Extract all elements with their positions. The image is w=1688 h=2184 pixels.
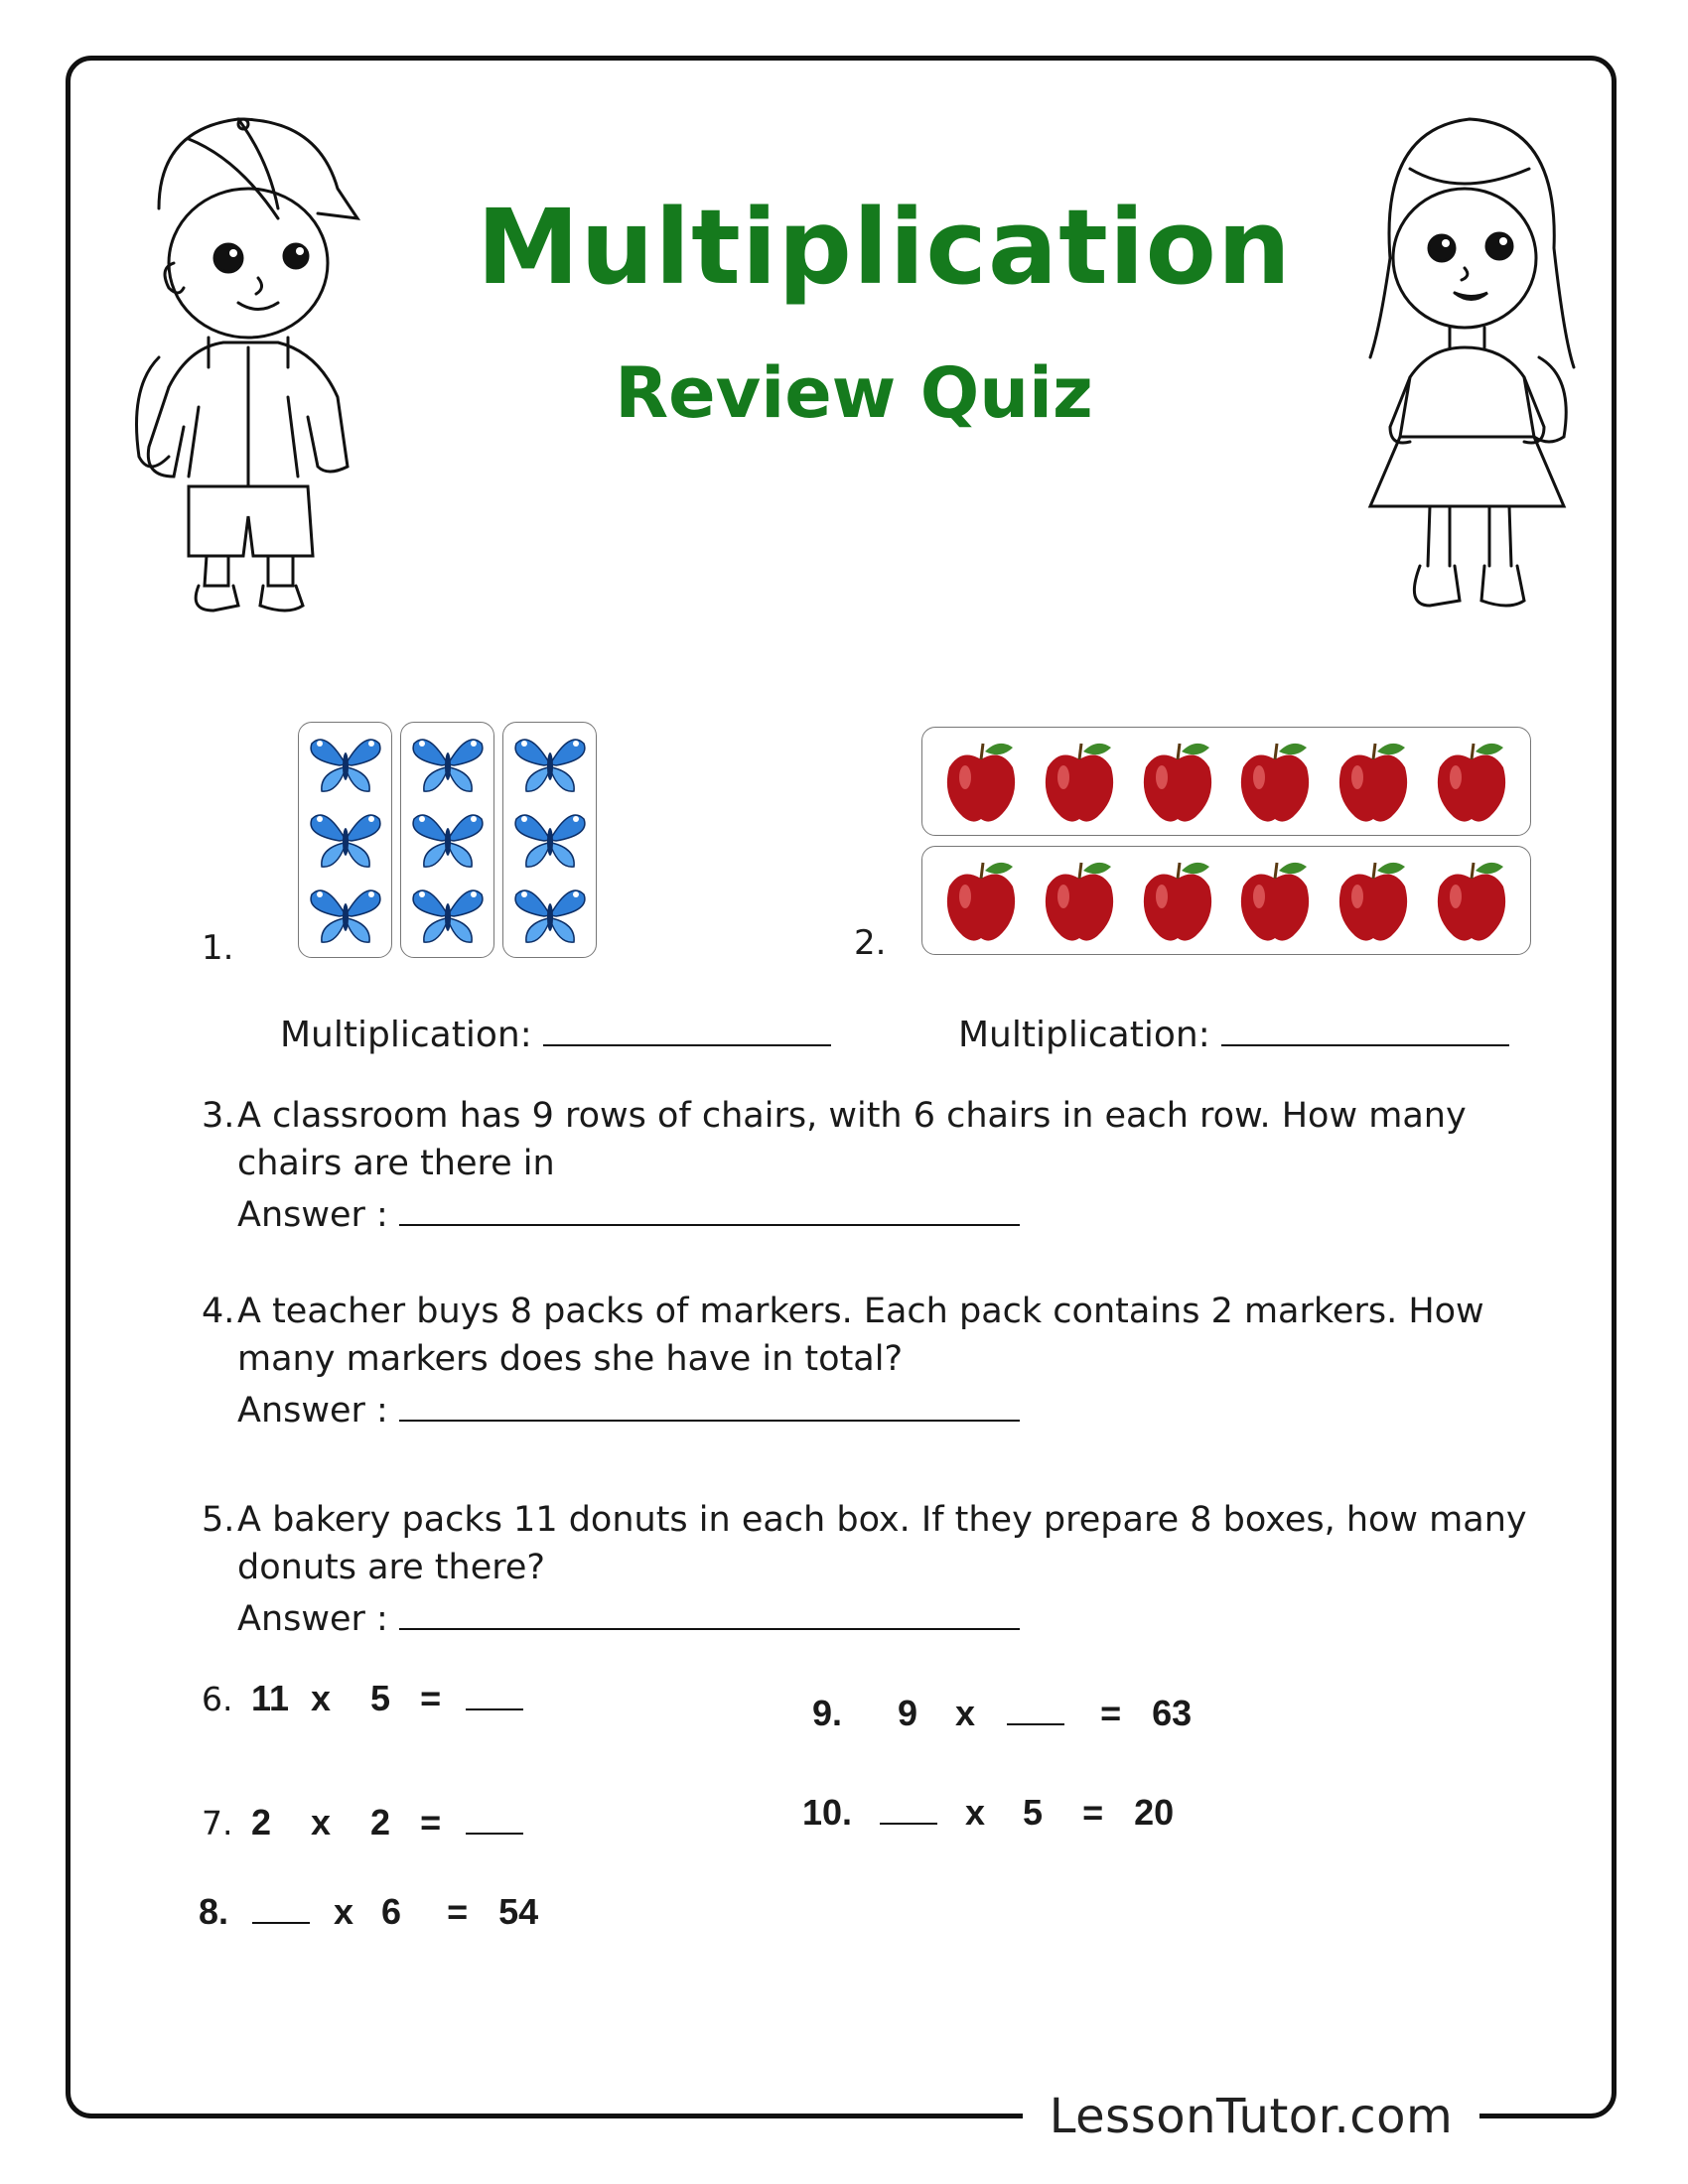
- apple-icon: [1138, 857, 1217, 944]
- butterfly-icon: [510, 805, 590, 875]
- equation-6: [202, 1678, 523, 1719]
- equation-9-blank[interactable]: [1007, 1717, 1064, 1725]
- page-title: Multiplication: [477, 187, 1292, 308]
- word-problem-3: [202, 1092, 1552, 1239]
- question-1-answer-line: [280, 1015, 831, 1055]
- butterfly-group-card: [298, 722, 392, 958]
- apple-icon: [1235, 857, 1315, 944]
- word-problem-4-text: A teacher buys 8 packs of markers. Each pack contains 2 markers. How many markers does she have in total?: [237, 1292, 1484, 1379]
- question-1-label: Multiplication:: [280, 1015, 532, 1055]
- equation-10-b: 5: [1023, 1792, 1044, 1833]
- word-problem-4-number: 4.: [202, 1292, 235, 1331]
- word-problem-5: [202, 1496, 1572, 1643]
- equation-6-number: 6.: [202, 1680, 233, 1718]
- apple-icon: [1432, 738, 1511, 825]
- apple-group-card: [921, 846, 1531, 955]
- butterfly-icon: [408, 881, 488, 950]
- equation-10-result: 20: [1134, 1792, 1175, 1833]
- word-problem-3-blank[interactable]: [399, 1218, 1020, 1226]
- equation-7-eq: =: [420, 1802, 442, 1843]
- apple-icon: [941, 738, 1021, 825]
- equation-8: [199, 1891, 538, 1933]
- equation-6-a: 11: [251, 1678, 290, 1718]
- equation-9: [812, 1693, 1192, 1734]
- question-2-blank[interactable]: [1221, 1038, 1509, 1046]
- apple-icon: [1334, 857, 1413, 944]
- butterfly-icon: [408, 805, 488, 875]
- equation-8-eq: =: [447, 1891, 469, 1932]
- question-2-number: 2.: [854, 923, 887, 963]
- word-problem-3-answer: [237, 1191, 1552, 1239]
- equation-9-op: x: [955, 1693, 976, 1733]
- apple-group-card: [921, 727, 1531, 836]
- apple-icon: [1138, 738, 1217, 825]
- equation-7-op: x: [311, 1802, 332, 1843]
- answer-label: Answer :: [237, 1391, 388, 1431]
- equation-7-b: 2: [370, 1802, 391, 1843]
- word-problem-5-answer: [237, 1595, 1572, 1643]
- equation-6-eq: =: [420, 1678, 442, 1718]
- butterfly-group-card: [400, 722, 494, 958]
- equation-10: [802, 1792, 1174, 1834]
- apple-icon: [1235, 738, 1315, 825]
- answer-label: Answer :: [237, 1195, 388, 1235]
- equation-8-op: x: [334, 1891, 354, 1932]
- equation-9-a: 9: [898, 1693, 918, 1733]
- equation-9-number: 9.: [812, 1693, 843, 1733]
- equation-7-number: 7.: [202, 1804, 233, 1843]
- equation-6-op: x: [311, 1678, 332, 1718]
- equation-6-blank[interactable]: [466, 1703, 523, 1710]
- question-2-label: Multiplication:: [958, 1015, 1210, 1055]
- word-problem-4-answer: [237, 1387, 1492, 1434]
- word-problem-3-number: 3.: [202, 1096, 235, 1136]
- apple-icon: [1040, 738, 1119, 825]
- equation-7: [202, 1802, 523, 1843]
- word-problem-4: [202, 1288, 1492, 1434]
- question-1-blank[interactable]: [543, 1038, 831, 1046]
- equation-8-result: 54: [498, 1891, 539, 1932]
- equation-7-blank[interactable]: [466, 1827, 523, 1835]
- girl-with-backpack-icon: [1350, 109, 1589, 645]
- equation-10-eq: =: [1082, 1792, 1104, 1833]
- apple-icon: [1334, 738, 1413, 825]
- equation-7-a: 2: [251, 1802, 272, 1843]
- equation-8-blank[interactable]: [252, 1916, 310, 1924]
- word-problem-5-blank[interactable]: [399, 1622, 1020, 1630]
- equation-9-eq: =: [1100, 1693, 1122, 1733]
- word-problem-5-text: A bakery packs 11 donuts in each box. If they prepare 8 boxes, how many donuts are there?: [237, 1500, 1527, 1587]
- equation-8-b: 6: [381, 1891, 402, 1932]
- apple-icon: [1040, 857, 1119, 944]
- butterfly-icon: [306, 881, 385, 950]
- question-2-answer-line: [958, 1015, 1509, 1055]
- butterfly-icon: [408, 730, 488, 799]
- equation-6-b: 5: [370, 1678, 391, 1718]
- equation-10-blank[interactable]: [880, 1817, 937, 1825]
- word-problem-3-text: A classroom has 9 rows of chairs, with 6 chairs in each row. How many chairs are there in: [237, 1096, 1467, 1183]
- apple-icon: [941, 857, 1021, 944]
- equation-10-op: x: [965, 1792, 986, 1833]
- butterfly-icon: [510, 881, 590, 950]
- equation-10-number: 10.: [802, 1792, 853, 1833]
- word-problem-4-blank[interactable]: [399, 1414, 1020, 1422]
- page-subtitle: Review Quiz: [615, 352, 1093, 434]
- footer-site: LessonTutor.com: [1049, 2089, 1454, 2144]
- butterfly-icon: [306, 805, 385, 875]
- butterfly-icon: [306, 730, 385, 799]
- answer-label: Answer :: [237, 1599, 388, 1639]
- question-1-number: 1.: [202, 928, 234, 968]
- boy-with-cap-icon: [129, 99, 367, 635]
- word-problem-5-number: 5.: [202, 1500, 235, 1540]
- butterfly-group-card: [502, 722, 597, 958]
- butterfly-icon: [510, 730, 590, 799]
- apple-icon: [1432, 857, 1511, 944]
- equation-9-result: 63: [1152, 1693, 1193, 1733]
- equation-8-number: 8.: [199, 1891, 229, 1932]
